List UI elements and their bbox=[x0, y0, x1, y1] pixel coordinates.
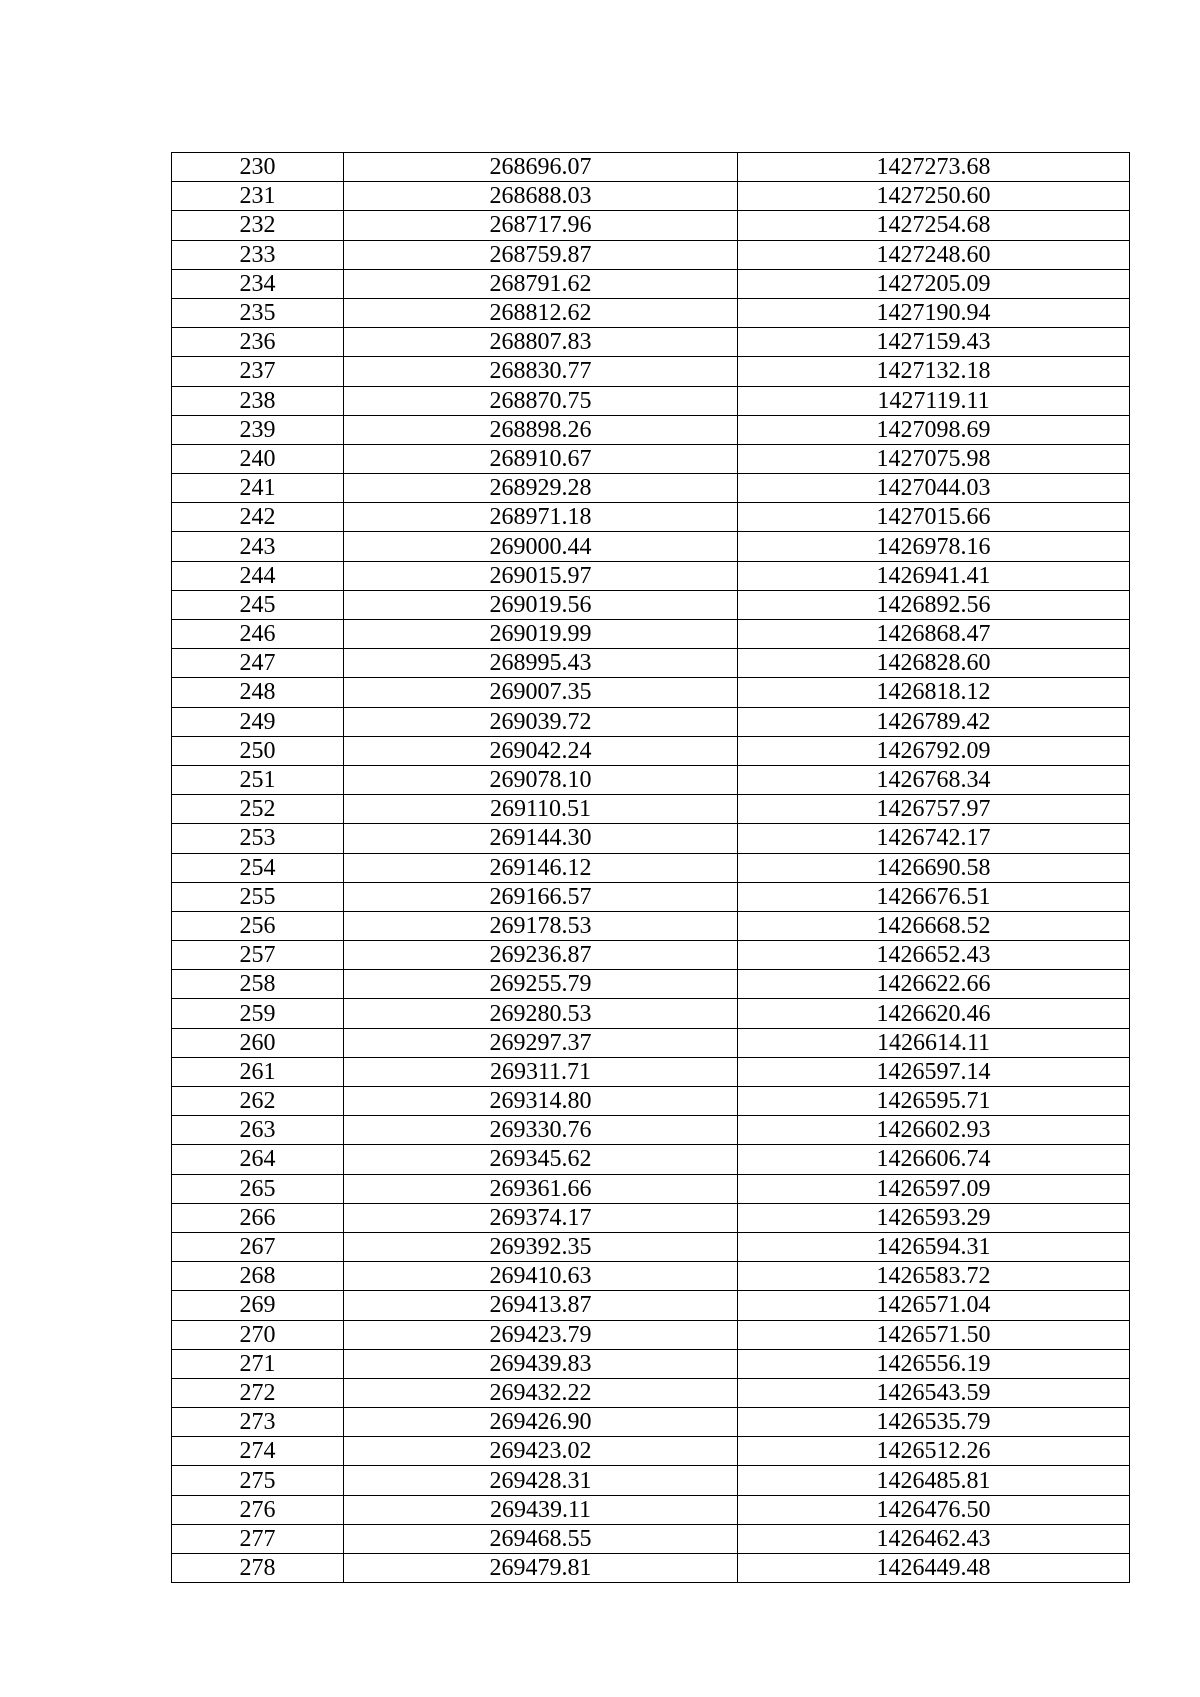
y-coordinate-cell: 1426476.50 bbox=[738, 1495, 1130, 1524]
point-number-cell: 261 bbox=[172, 1057, 344, 1086]
table-row bbox=[172, 707, 1130, 736]
point-number-cell: 272 bbox=[172, 1378, 344, 1407]
table-row bbox=[172, 269, 1130, 298]
x-coordinate-cell: 269423.02 bbox=[344, 1437, 738, 1466]
y-coordinate-cell: 1426620.46 bbox=[738, 999, 1130, 1028]
table-row bbox=[172, 561, 1130, 590]
y-coordinate-cell: 1426868.47 bbox=[738, 620, 1130, 649]
point-number-cell: 258 bbox=[172, 970, 344, 999]
x-coordinate-cell: 269019.56 bbox=[344, 590, 738, 619]
table-row bbox=[172, 941, 1130, 970]
x-coordinate-cell: 269361.66 bbox=[344, 1174, 738, 1203]
table-row bbox=[172, 240, 1130, 269]
x-coordinate-cell: 268791.62 bbox=[344, 269, 738, 298]
y-coordinate-cell: 1426512.26 bbox=[738, 1437, 1130, 1466]
point-number-cell: 234 bbox=[172, 269, 344, 298]
table-row bbox=[172, 882, 1130, 911]
point-number-cell: 270 bbox=[172, 1320, 344, 1349]
point-number-cell: 263 bbox=[172, 1116, 344, 1145]
x-coordinate-cell: 269078.10 bbox=[344, 765, 738, 794]
point-number-cell: 250 bbox=[172, 736, 344, 765]
table-row bbox=[172, 1524, 1130, 1553]
x-coordinate-cell: 269007.35 bbox=[344, 678, 738, 707]
point-number-cell: 252 bbox=[172, 795, 344, 824]
x-coordinate-cell: 269042.24 bbox=[344, 736, 738, 765]
point-number-cell: 264 bbox=[172, 1145, 344, 1174]
y-coordinate-cell: 1427248.60 bbox=[738, 240, 1130, 269]
point-number-cell: 247 bbox=[172, 649, 344, 678]
y-coordinate-cell: 1426614.11 bbox=[738, 1028, 1130, 1057]
y-coordinate-cell: 1426690.58 bbox=[738, 853, 1130, 882]
table-row bbox=[172, 1466, 1130, 1495]
table-row bbox=[172, 415, 1130, 444]
table-row bbox=[172, 1262, 1130, 1291]
y-coordinate-cell: 1426676.51 bbox=[738, 882, 1130, 911]
y-coordinate-cell: 1427250.60 bbox=[738, 182, 1130, 211]
y-coordinate-cell: 1427159.43 bbox=[738, 328, 1130, 357]
x-coordinate-cell: 269330.76 bbox=[344, 1116, 738, 1145]
table-row bbox=[172, 1087, 1130, 1116]
table-row bbox=[172, 620, 1130, 649]
y-coordinate-cell: 1426583.72 bbox=[738, 1262, 1130, 1291]
x-coordinate-cell: 268830.77 bbox=[344, 357, 738, 386]
x-coordinate-cell: 269000.44 bbox=[344, 532, 738, 561]
point-number-cell: 243 bbox=[172, 532, 344, 561]
x-coordinate-cell: 268910.67 bbox=[344, 444, 738, 473]
point-number-cell: 242 bbox=[172, 503, 344, 532]
table-row bbox=[172, 1349, 1130, 1378]
coordinates-table bbox=[171, 152, 1130, 1583]
point-number-cell: 232 bbox=[172, 211, 344, 240]
point-number-cell: 254 bbox=[172, 853, 344, 882]
point-number-cell: 269 bbox=[172, 1291, 344, 1320]
y-coordinate-cell: 1427098.69 bbox=[738, 415, 1130, 444]
table-row bbox=[172, 1057, 1130, 1086]
x-coordinate-cell: 269166.57 bbox=[344, 882, 738, 911]
table-row bbox=[172, 532, 1130, 561]
point-number-cell: 257 bbox=[172, 941, 344, 970]
point-number-cell: 255 bbox=[172, 882, 344, 911]
table-row bbox=[172, 795, 1130, 824]
y-coordinate-cell: 1426828.60 bbox=[738, 649, 1130, 678]
x-coordinate-cell: 269146.12 bbox=[344, 853, 738, 882]
table-row bbox=[172, 824, 1130, 853]
table-row bbox=[172, 678, 1130, 707]
table-row bbox=[172, 736, 1130, 765]
table-row bbox=[172, 1495, 1130, 1524]
y-coordinate-cell: 1426595.71 bbox=[738, 1087, 1130, 1116]
y-coordinate-cell: 1426818.12 bbox=[738, 678, 1130, 707]
x-coordinate-cell: 269280.53 bbox=[344, 999, 738, 1028]
point-number-cell: 239 bbox=[172, 415, 344, 444]
y-coordinate-cell: 1426597.09 bbox=[738, 1174, 1130, 1203]
table-row bbox=[172, 1291, 1130, 1320]
point-number-cell: 275 bbox=[172, 1466, 344, 1495]
point-number-cell: 274 bbox=[172, 1437, 344, 1466]
table-row bbox=[172, 1437, 1130, 1466]
x-coordinate-cell: 269413.87 bbox=[344, 1291, 738, 1320]
x-coordinate-cell: 269314.80 bbox=[344, 1087, 738, 1116]
x-coordinate-cell: 268688.03 bbox=[344, 182, 738, 211]
table-row bbox=[172, 298, 1130, 327]
table-row bbox=[172, 1174, 1130, 1203]
table-row bbox=[172, 853, 1130, 882]
y-coordinate-cell: 1426597.14 bbox=[738, 1057, 1130, 1086]
y-coordinate-cell: 1426571.50 bbox=[738, 1320, 1130, 1349]
point-number-cell: 238 bbox=[172, 386, 344, 415]
y-coordinate-cell: 1426742.17 bbox=[738, 824, 1130, 853]
point-number-cell: 273 bbox=[172, 1408, 344, 1437]
y-coordinate-cell: 1426535.79 bbox=[738, 1408, 1130, 1437]
y-coordinate-cell: 1426571.04 bbox=[738, 1291, 1130, 1320]
x-coordinate-cell: 268870.75 bbox=[344, 386, 738, 415]
table-row bbox=[172, 970, 1130, 999]
table-row bbox=[172, 153, 1130, 182]
table-row bbox=[172, 1554, 1130, 1583]
y-coordinate-cell: 1426622.66 bbox=[738, 970, 1130, 999]
y-coordinate-cell: 1426892.56 bbox=[738, 590, 1130, 619]
table-row bbox=[172, 357, 1130, 386]
point-number-cell: 241 bbox=[172, 474, 344, 503]
point-number-cell: 244 bbox=[172, 561, 344, 590]
y-coordinate-cell: 1427119.11 bbox=[738, 386, 1130, 415]
point-number-cell: 260 bbox=[172, 1028, 344, 1057]
x-coordinate-cell: 268696.07 bbox=[344, 153, 738, 182]
y-coordinate-cell: 1427205.09 bbox=[738, 269, 1130, 298]
point-number-cell: 237 bbox=[172, 357, 344, 386]
point-number-cell: 271 bbox=[172, 1349, 344, 1378]
y-coordinate-cell: 1426594.31 bbox=[738, 1232, 1130, 1261]
table-row bbox=[172, 1203, 1130, 1232]
y-coordinate-cell: 1426668.52 bbox=[738, 911, 1130, 940]
x-coordinate-cell: 269311.71 bbox=[344, 1057, 738, 1086]
y-coordinate-cell: 1426593.29 bbox=[738, 1203, 1130, 1232]
point-number-cell: 262 bbox=[172, 1087, 344, 1116]
table-row bbox=[172, 182, 1130, 211]
x-coordinate-cell: 268759.87 bbox=[344, 240, 738, 269]
table-row bbox=[172, 999, 1130, 1028]
y-coordinate-cell: 1427015.66 bbox=[738, 503, 1130, 532]
table-row bbox=[172, 503, 1130, 532]
point-number-cell: 253 bbox=[172, 824, 344, 853]
table-row bbox=[172, 328, 1130, 357]
table-row bbox=[172, 1408, 1130, 1437]
x-coordinate-cell: 269110.51 bbox=[344, 795, 738, 824]
table-row bbox=[172, 1116, 1130, 1145]
x-coordinate-cell: 269468.55 bbox=[344, 1524, 738, 1553]
point-number-cell: 230 bbox=[172, 153, 344, 182]
point-number-cell: 277 bbox=[172, 1524, 344, 1553]
point-number-cell: 249 bbox=[172, 707, 344, 736]
y-coordinate-cell: 1426941.41 bbox=[738, 561, 1130, 590]
point-number-cell: 267 bbox=[172, 1232, 344, 1261]
y-coordinate-cell: 1426789.42 bbox=[738, 707, 1130, 736]
table-row bbox=[172, 911, 1130, 940]
table-row bbox=[172, 474, 1130, 503]
point-number-cell: 240 bbox=[172, 444, 344, 473]
table-row bbox=[172, 386, 1130, 415]
coordinates-table-body bbox=[172, 153, 1130, 1583]
y-coordinate-cell: 1426757.97 bbox=[738, 795, 1130, 824]
x-coordinate-cell: 269019.99 bbox=[344, 620, 738, 649]
point-number-cell: 245 bbox=[172, 590, 344, 619]
y-coordinate-cell: 1426606.74 bbox=[738, 1145, 1130, 1174]
x-coordinate-cell: 269015.97 bbox=[344, 561, 738, 590]
y-coordinate-cell: 1426602.93 bbox=[738, 1116, 1130, 1145]
x-coordinate-cell: 269374.17 bbox=[344, 1203, 738, 1232]
table-row bbox=[172, 1028, 1130, 1057]
y-coordinate-cell: 1426556.19 bbox=[738, 1349, 1130, 1378]
table-row bbox=[172, 590, 1130, 619]
x-coordinate-cell: 269479.81 bbox=[344, 1554, 738, 1583]
x-coordinate-cell: 268995.43 bbox=[344, 649, 738, 678]
x-coordinate-cell: 269255.79 bbox=[344, 970, 738, 999]
x-coordinate-cell: 269410.63 bbox=[344, 1262, 738, 1291]
x-coordinate-cell: 269178.53 bbox=[344, 911, 738, 940]
point-number-cell: 276 bbox=[172, 1495, 344, 1524]
point-number-cell: 278 bbox=[172, 1554, 344, 1583]
table-row bbox=[172, 444, 1130, 473]
table-row bbox=[172, 1320, 1130, 1349]
y-coordinate-cell: 1427190.94 bbox=[738, 298, 1130, 327]
x-coordinate-cell: 269236.87 bbox=[344, 941, 738, 970]
y-coordinate-cell: 1426485.81 bbox=[738, 1466, 1130, 1495]
point-number-cell: 248 bbox=[172, 678, 344, 707]
x-coordinate-cell: 268898.26 bbox=[344, 415, 738, 444]
x-coordinate-cell: 269439.11 bbox=[344, 1495, 738, 1524]
y-coordinate-cell: 1426462.43 bbox=[738, 1524, 1130, 1553]
point-number-cell: 246 bbox=[172, 620, 344, 649]
point-number-cell: 251 bbox=[172, 765, 344, 794]
point-number-cell: 268 bbox=[172, 1262, 344, 1291]
x-coordinate-cell: 269345.62 bbox=[344, 1145, 738, 1174]
point-number-cell: 259 bbox=[172, 999, 344, 1028]
x-coordinate-cell: 269426.90 bbox=[344, 1408, 738, 1437]
point-number-cell: 231 bbox=[172, 182, 344, 211]
point-number-cell: 236 bbox=[172, 328, 344, 357]
point-number-cell: 265 bbox=[172, 1174, 344, 1203]
y-coordinate-cell: 1426978.16 bbox=[738, 532, 1130, 561]
point-number-cell: 235 bbox=[172, 298, 344, 327]
x-coordinate-cell: 268971.18 bbox=[344, 503, 738, 532]
y-coordinate-cell: 1427254.68 bbox=[738, 211, 1130, 240]
y-coordinate-cell: 1427132.18 bbox=[738, 357, 1130, 386]
point-number-cell: 256 bbox=[172, 911, 344, 940]
x-coordinate-cell: 269423.79 bbox=[344, 1320, 738, 1349]
x-coordinate-cell: 268929.28 bbox=[344, 474, 738, 503]
x-coordinate-cell: 268807.83 bbox=[344, 328, 738, 357]
point-number-cell: 266 bbox=[172, 1203, 344, 1232]
table-row bbox=[172, 1232, 1130, 1261]
table-row bbox=[172, 211, 1130, 240]
table-row bbox=[172, 765, 1130, 794]
x-coordinate-cell: 269432.22 bbox=[344, 1378, 738, 1407]
y-coordinate-cell: 1426543.59 bbox=[738, 1378, 1130, 1407]
table-row bbox=[172, 1378, 1130, 1407]
x-coordinate-cell: 269297.37 bbox=[344, 1028, 738, 1057]
point-number-cell: 233 bbox=[172, 240, 344, 269]
y-coordinate-cell: 1426449.48 bbox=[738, 1554, 1130, 1583]
y-coordinate-cell: 1426792.09 bbox=[738, 736, 1130, 765]
x-coordinate-cell: 269039.72 bbox=[344, 707, 738, 736]
x-coordinate-cell: 268812.62 bbox=[344, 298, 738, 327]
y-coordinate-cell: 1426768.34 bbox=[738, 765, 1130, 794]
y-coordinate-cell: 1426652.43 bbox=[738, 941, 1130, 970]
x-coordinate-cell: 269144.30 bbox=[344, 824, 738, 853]
x-coordinate-cell: 269439.83 bbox=[344, 1349, 738, 1378]
x-coordinate-cell: 269428.31 bbox=[344, 1466, 738, 1495]
y-coordinate-cell: 1427044.03 bbox=[738, 474, 1130, 503]
x-coordinate-cell: 268717.96 bbox=[344, 211, 738, 240]
y-coordinate-cell: 1427075.98 bbox=[738, 444, 1130, 473]
y-coordinate-cell: 1427273.68 bbox=[738, 153, 1130, 182]
table-row bbox=[172, 1145, 1130, 1174]
x-coordinate-cell: 269392.35 bbox=[344, 1232, 738, 1261]
table-row bbox=[172, 649, 1130, 678]
